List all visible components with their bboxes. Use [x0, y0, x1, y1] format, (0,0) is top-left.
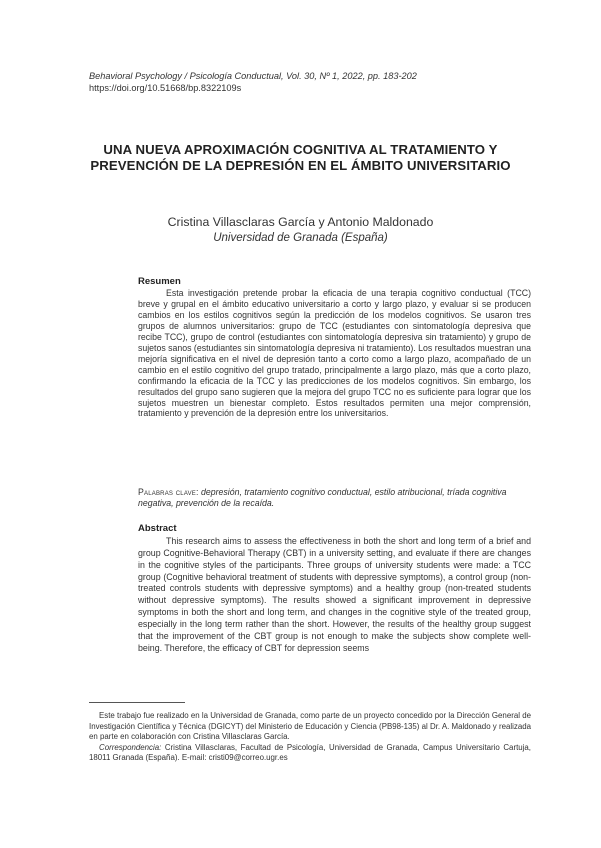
- resumen-text: Esta investigación pretende probar la eficacia de una terapia cognitivo conductual (TCC) breve y grupal en el ámbito educativo universitario a corto y largo plazo, y evaluar si se producen cambios en los estilos cognitivos según la predicción de los modelos cognitivos. Se usaron tres grupos de alumnos universitarios: grupo de TCC (estudiantes con sintomatología depresiva que recibe TCC), grupo de control (estudiantes con sintomatología depresiva sin tratamiento) y grupo de sujetos sanos (estudiantes sin sintomatología depresiva ni tratamiento). Los resultados muestran una mejoría significativa en el nivel de depresión tanto a corto como a largo plazo, acompañado de un cambio en el estilo cognitivo del grupo tratado, principalmente a largo plazo, más que a corto plazo, confirmando la eficacia de la TCC y las predicciones de los modelos cognitivos. Sin embargo, los resultados del grupo sano sugieren que la mejora del grupo TCC no es suficiente para lograr que los sujetos muestren un bienestar completo. Estos resultados permiten una mejor comprensión, tratamiento y prevención de la depresión entre los universitarios.: [138, 288, 531, 419]
- footnote-correspondence-label: Correspondencia:: [99, 742, 162, 752]
- abstract-body: [138, 536, 531, 654]
- footnote: [89, 711, 531, 764]
- footnote-correspondence: Cristina Villasclaras, Facultad de Psicología, Universidad de Granada, Campus Universitario Cartuja, 18011 Granada (España). E-mail: cristi09@correo.ugr.es: [89, 742, 531, 763]
- resumen-heading: Resumen: [138, 276, 181, 287]
- resumen-body: [138, 288, 531, 419]
- keywords-line: [138, 487, 531, 509]
- journal-header: [89, 70, 417, 94]
- keywords-label: Palabras clave:: [138, 487, 199, 497]
- abstract-text: This research aims to assess the effectiveness in both the short and long term of a brief and group Cognitive-Behavioral Therapy (CBT) in a university setting, and evaluate if there are changes in the cognitive styles of the participants. Three groups of university students were made: a TCC group (Cognitive behavioral treatment of students with depressive symptoms), a control group (non-treated controls students with depressive symptoms) and a healthy group (non-treated students without depressive symptoms). The results showed a significant improvement in depressive symptoms in both the short and long term, and changes in the cognitive style of the treated group, especially in the long term rather than the short. However, the results of the healthy group suggest that the improvement of the CBT group is not enough to make the subjects show complete well-being. Therefore, the efficacy of CBT for depression seems: [138, 536, 531, 653]
- journal-citation: Behavioral Psychology / Psicología Conductual, Vol. 30, Nº 1, 2022, pp. 183-202: [89, 71, 417, 81]
- doi-link[interactable]: https://doi.org/10.51668/bp.8322109s: [89, 83, 242, 93]
- footnote-divider: [89, 702, 185, 703]
- abstract-heading: Abstract: [138, 523, 177, 534]
- keywords-text: depresión, tratamiento cognitivo conductual, estilo atribucional, tríada cognitiva negativa, prevención de la recaída.: [138, 487, 507, 508]
- author-affiliation: Universidad de Granada (España): [213, 232, 388, 244]
- article-authors: Cristina Villasclaras García y Antonio Maldonado: [167, 215, 434, 229]
- footnote-funding: Este trabajo fue realizado en la Universidad de Granada, como parte de un proyecto concedido por la Dirección General de Investigación Científica y Técnica (DGICYT) del Ministerio de Educación y Ciencia (PB98-135) al Dr. A. Maldonado y realizada en parte en colaboración con Cristina Villasclaras García.: [89, 711, 531, 742]
- article-title: UNA NUEVA APROXIMACIÓN COGNITIVA AL TRATAMIENTO Y PREVENCIÓN DE LA DEPRESIÓN EN EL ÁMBITO UNIVERSITARIO: [90, 142, 511, 173]
